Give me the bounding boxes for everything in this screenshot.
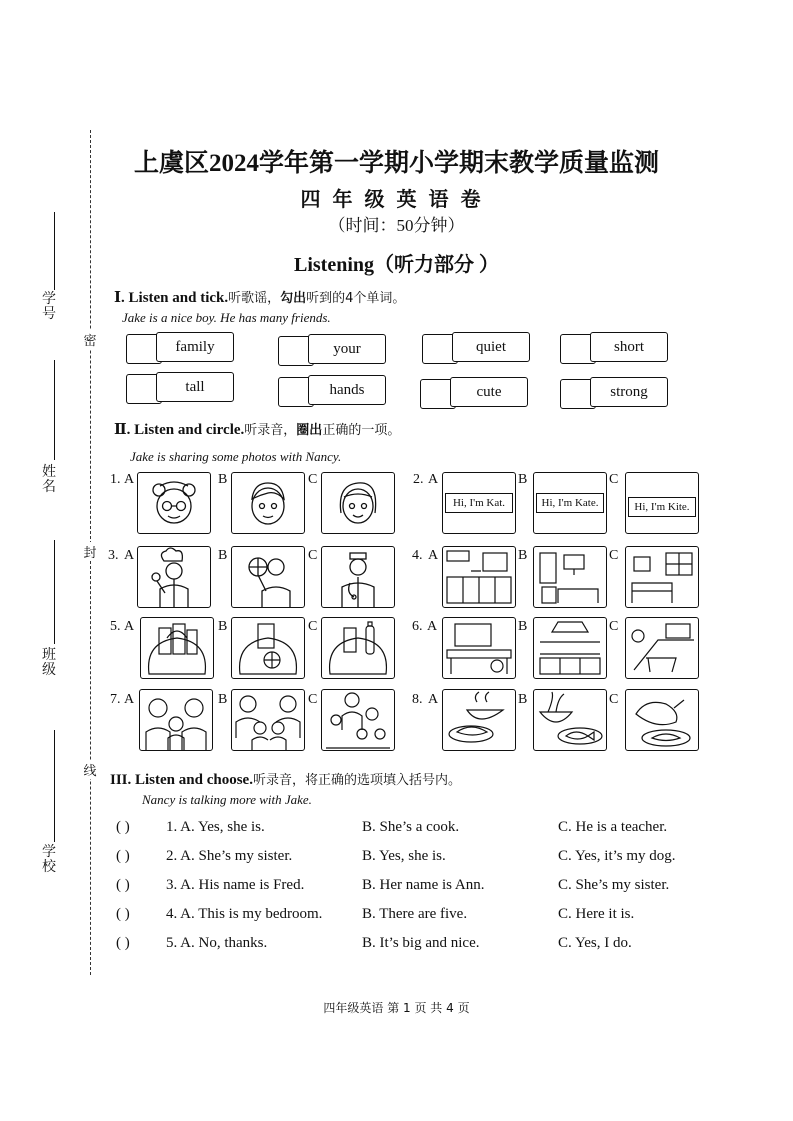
item1-number: 1.	[110, 472, 121, 487]
option-b: B. Her name is Ann.	[362, 877, 485, 893]
section2-instr-b: 圈出	[296, 423, 323, 438]
item8-option-b[interactable]	[533, 689, 607, 751]
item5-label-a: A	[124, 619, 135, 634]
item6-label-b: B	[518, 619, 528, 634]
word-label: short	[590, 332, 668, 362]
item5-label-b: B	[218, 619, 228, 634]
item5-option-c[interactable]	[321, 617, 395, 679]
section2-instr-c: 正确的一项。	[322, 423, 401, 438]
section2-intro: Jake is sharing some photos with Nancy.	[130, 449, 342, 464]
seal-char-xian: 线	[82, 760, 98, 779]
speech-bubble: Hi, I'm Kate.	[536, 493, 604, 513]
seal-char-feng: 封	[82, 542, 98, 561]
item3-option-c[interactable]	[321, 546, 395, 608]
item5-label-c: C	[308, 619, 318, 634]
living-room-tv-icon	[443, 618, 515, 678]
soup-and-bread-icon	[443, 690, 515, 750]
option-b: B. She’s a cook.	[362, 819, 460, 835]
item2-number: 2.	[413, 472, 424, 487]
living-room-icon	[534, 547, 606, 607]
item3-label-c: C	[308, 548, 318, 563]
listening-heading: Listening（听力部分 ）	[293, 254, 500, 276]
item4-label-b: B	[518, 548, 528, 563]
item7-number: 7.	[110, 692, 121, 707]
item8-number: 8.	[412, 692, 423, 707]
schoolbag-ball-icon	[232, 618, 304, 678]
answer-bracket[interactable]: ( )	[116, 906, 130, 922]
option-b: B. It’s big and nice.	[362, 935, 480, 951]
item4-option-c[interactable]	[625, 546, 699, 608]
item5-option-b[interactable]	[231, 617, 305, 679]
item7-label-c: C	[308, 692, 318, 707]
school-label: 学校	[42, 844, 56, 875]
word-label: hands	[308, 375, 386, 405]
word-label: quiet	[452, 332, 530, 362]
word-label: family	[156, 332, 234, 362]
option-a: 1. A. Yes, she is.	[166, 819, 265, 835]
speech-bubble: Hi, I'm Kite.	[628, 497, 696, 517]
answer-bracket[interactable]: ( )	[116, 819, 130, 835]
item4-label-c: C	[609, 548, 619, 563]
item6-option-a[interactable]	[442, 617, 516, 679]
item3-option-b[interactable]	[231, 546, 305, 608]
family-three-icon	[140, 690, 212, 750]
page-footer: 四年级英语 第 1 页 共 4 页	[323, 1001, 470, 1015]
item5-option-a[interactable]	[140, 617, 214, 679]
item2-label-b: B	[518, 472, 528, 487]
item4-option-a[interactable]	[442, 546, 516, 608]
section1-title: Ⅰ. Listen and tick.	[114, 290, 229, 306]
exam-title: 上虞区2024学年第一学期小学期末教学质量监测	[133, 150, 659, 177]
item2-option-a[interactable]	[442, 472, 516, 534]
word-label: strong	[590, 377, 668, 407]
option-c: C. Here it is.	[558, 906, 635, 922]
word-label: tall	[156, 372, 234, 402]
seal-char-mi: 密	[82, 330, 98, 349]
girl-curly-glasses-icon	[138, 473, 210, 533]
noodles-and-fish-icon	[534, 690, 606, 750]
item4-option-b[interactable]	[533, 546, 607, 608]
item2-option-b[interactable]	[533, 472, 607, 534]
option-c: C. Yes, it’s my dog.	[558, 848, 676, 864]
name-label: 姓名	[42, 464, 56, 495]
cook-icon	[138, 547, 210, 607]
school-line[interactable]	[54, 730, 55, 842]
option-b: B. There are five.	[362, 906, 468, 922]
item6-option-b[interactable]	[533, 617, 607, 679]
option-a: 5. A. No, thanks.	[166, 935, 268, 951]
answer-bracket[interactable]: ( )	[116, 848, 130, 864]
speech-bubble: Hi, I'm Kat.	[445, 493, 513, 513]
item3-label-a: A	[124, 548, 135, 563]
item6-number: 6.	[412, 619, 423, 634]
item4-number: 4.	[412, 548, 423, 563]
answer-bracket[interactable]: ( )	[116, 935, 130, 951]
boy-face-icon	[232, 473, 304, 533]
exam-time: （时间：50分钟）	[328, 216, 465, 235]
option-c: C. She’s my sister.	[558, 877, 670, 893]
item2-option-c[interactable]	[625, 472, 699, 534]
option-a: 4. A. This is my bedroom.	[166, 906, 323, 922]
item1-label-c: C	[308, 472, 318, 487]
item1-option-a[interactable]	[137, 472, 211, 534]
item6-label-c: C	[609, 619, 619, 634]
option-a: 2. A. She’s my sister.	[166, 848, 293, 864]
item7-option-a[interactable]	[139, 689, 213, 751]
word-label: cute	[450, 377, 528, 407]
item7-option-c[interactable]	[321, 689, 395, 751]
class-line[interactable]	[54, 540, 55, 644]
item8-label-c: C	[609, 692, 619, 707]
kitchen-icon	[443, 547, 515, 607]
basketball-player-icon	[232, 547, 304, 607]
section1-instr-b: 勾出	[280, 291, 307, 306]
item1-label-b: B	[218, 472, 228, 487]
item3-label-b: B	[218, 548, 228, 563]
family-many-icon	[322, 690, 394, 750]
section3-title: III. Listen and choose.	[110, 772, 253, 788]
item8-label-a: A	[428, 692, 439, 707]
family-four-icon	[232, 690, 304, 750]
kitchen-shelves-icon	[534, 618, 606, 678]
word-label: your	[308, 334, 386, 364]
item1-option-b[interactable]	[231, 472, 305, 534]
item6-option-c[interactable]	[625, 617, 699, 679]
dining-room-icon	[626, 618, 698, 678]
class-label: 班级	[42, 647, 56, 678]
item8-option-a[interactable]	[442, 689, 516, 751]
section1-instr-a: 听歌谣，	[228, 291, 281, 306]
option-a: 3. A. His name is Fred.	[166, 877, 305, 893]
section1-instr-c: 听到的4个单词。	[306, 291, 406, 306]
item3-number: 3.	[108, 548, 119, 563]
doctor-icon	[322, 547, 394, 607]
schoolbag-books-icon	[141, 618, 213, 678]
student-no-label: 学号	[42, 291, 56, 322]
item7-label-a: A	[124, 692, 135, 707]
section1-heading	[114, 287, 405, 307]
section2-title: Ⅱ. Listen and circle.	[114, 422, 245, 438]
bedroom-icon	[626, 547, 698, 607]
section2-heading	[114, 419, 400, 439]
item1-option-c[interactable]	[321, 472, 395, 534]
item3-option-a[interactable]	[137, 546, 211, 608]
item2-label-c: C	[609, 472, 619, 487]
chicken-and-rice-icon	[626, 690, 698, 750]
section3-heading	[110, 769, 461, 789]
section3-intro: Nancy is talking more with Jake.	[142, 792, 312, 807]
schoolbag-bottle-icon	[322, 618, 394, 678]
option-b: B. Yes, she is.	[362, 848, 446, 864]
option-c: C. Yes, I do.	[558, 935, 632, 951]
name-line[interactable]	[54, 360, 55, 460]
answer-bracket[interactable]: ( )	[116, 877, 130, 893]
section2-instr-a: 听录音，	[244, 423, 297, 438]
item1-label-a: A	[124, 472, 135, 487]
item6-label-a: A	[427, 619, 438, 634]
item5-number: 5.	[110, 619, 121, 634]
item8-option-c[interactable]	[625, 689, 699, 751]
section3-instr: 听录音，将正确的选项填入括号内。	[252, 773, 461, 788]
item8-label-b: B	[518, 692, 528, 707]
girl-face-icon	[322, 473, 394, 533]
item2-label-a: A	[428, 472, 439, 487]
item4-label-a: A	[428, 548, 439, 563]
item7-option-b[interactable]	[231, 689, 305, 751]
option-c: C. He is a teacher.	[558, 819, 668, 835]
exam-subtitle: 四年级英语卷	[300, 187, 493, 211]
item7-label-b: B	[218, 692, 228, 707]
section1-intro: Jake is a nice boy. He has many friends.	[122, 310, 331, 325]
